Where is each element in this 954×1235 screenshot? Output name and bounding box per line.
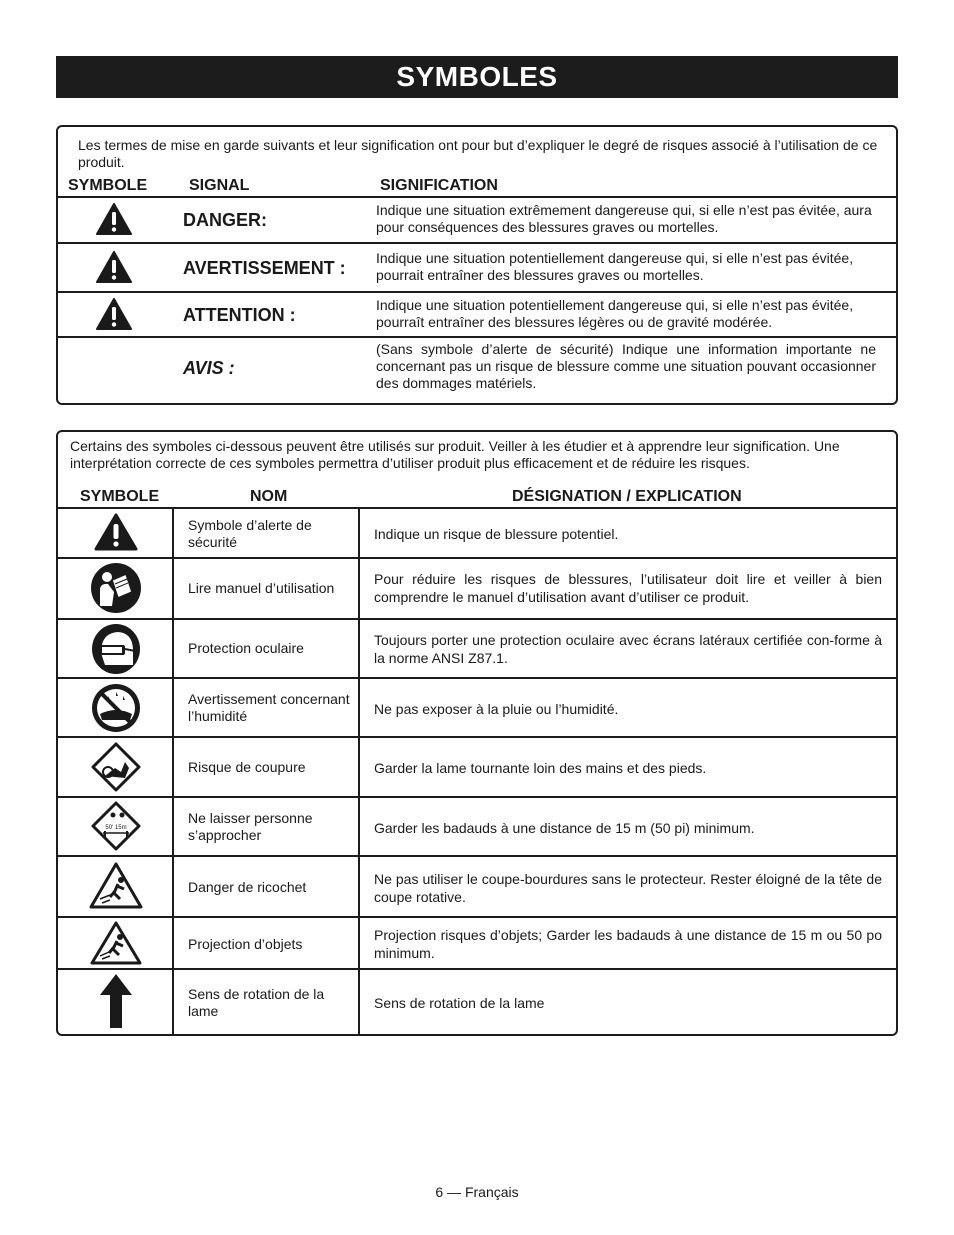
signal-danger: DANGER: bbox=[183, 210, 267, 230]
desc-ricochet: Ne pas utiliser le coupe-bourdures sans le protecteur. Rester éloigné de la tête de coupe rotative. bbox=[374, 871, 882, 905]
desc-eye-protection: Toujours porter une protection oculaire avec écrans latéraux certifiée con-forme à la norme ANSI Z87.1. bbox=[374, 632, 882, 666]
safety-alert-icon bbox=[88, 507, 144, 557]
ricochet-hazard-icon bbox=[88, 858, 144, 914]
danger-alert-icon bbox=[96, 203, 132, 235]
name-safety-alert: Symbole d’alerte de sécurité bbox=[188, 517, 312, 550]
header-signification: SIGNIFICATION bbox=[380, 177, 498, 194]
symbols-intro: Certains des symboles ci-dessous peuvent être utilisés sur produit. Veiller à les étudier et à apprendre leur signification. Une interprétation correcte de ces symboles permettra d’utiliser produit plus efficacement et de réduire les risques. bbox=[70, 438, 840, 471]
header-nom: NOM bbox=[250, 488, 288, 505]
keep-away-icon bbox=[88, 798, 144, 854]
warning-alert-icon bbox=[96, 251, 132, 283]
header-symbole: SYMBOLE bbox=[68, 177, 148, 194]
name-eye-protection: Protection oculaire bbox=[188, 640, 304, 656]
desc-wet-conditions: Ne pas exposer à la pluie ou l’humidité. bbox=[374, 701, 619, 717]
read-manual-icon bbox=[88, 560, 144, 616]
signal-avertissement: AVERTISSEMENT : bbox=[183, 258, 346, 278]
caution-alert-icon bbox=[96, 298, 132, 330]
desc-keep-away: Garder les badauds à une distance de 15 m (50 pi) minimum. bbox=[374, 820, 755, 836]
name-cut-hazard: Risque de coupure bbox=[188, 759, 306, 775]
signal-attention: ATTENTION : bbox=[183, 305, 296, 325]
rotation-arrow-icon bbox=[88, 973, 144, 1029]
signal-avis: AVIS : bbox=[183, 358, 235, 378]
name-keep-away: Ne laisser personne s’approcher bbox=[188, 810, 313, 843]
desc-safety-alert: Indique un risque de blessure potentiel. bbox=[374, 526, 619, 542]
meaning-attention: Indique une situation potentiellement dangereuse qui, si elle n’est pas évitée, pourraît entraîner des blessures légères ou de gravité modérée. bbox=[376, 297, 854, 330]
meaning-avertissement: Indique une situation potentiellement dangereuse qui, si elle n’est pas évitée, pourrait entraîner des blessures graves ou mortelles. bbox=[376, 250, 854, 283]
header-designation: DÉSIGNATION / EXPLICATION bbox=[512, 488, 742, 505]
signal-words-box bbox=[56, 125, 898, 405]
eye-protection-icon bbox=[88, 621, 144, 677]
thrown-objects-icon bbox=[88, 917, 144, 969]
symbols-box bbox=[56, 430, 898, 1036]
desc-rotation: Sens de rotation de la lame bbox=[374, 995, 545, 1011]
name-thrown-objects: Projection d’objets bbox=[188, 936, 303, 952]
meaning-danger: Indique une situation extrêmement dangereuse qui, si elle n’est pas évitée, aura pour conséquences des blessures graves ou mortelles. bbox=[376, 202, 872, 235]
page-title: SYMBOLES bbox=[56, 56, 898, 98]
name-read-manual: Lire manuel d’utilisation bbox=[188, 580, 335, 596]
meaning-avis: (Sans symbole d’alerte de sécurité) Indique une information importante ne concernant pas un risque de blessure comme une situation pouvant occasionner des dommages matériels. bbox=[376, 341, 876, 391]
page-footer bbox=[0, 1184, 954, 1200]
name-ricochet: Danger de ricochet bbox=[188, 879, 307, 895]
wet-conditions-icon bbox=[88, 680, 144, 736]
name-wet-conditions: Avertissement concernant l’humidité bbox=[188, 691, 350, 724]
desc-read-manual: Pour réduire les risques de blessures, l’utilisateur doit lire et veiller à bien comprendre le manuel d’utilisation avant d’utiliser ce produit. bbox=[374, 571, 882, 605]
desc-cut-hazard: Garder la lame tournante loin des mains et des pieds. bbox=[374, 760, 707, 776]
header-signal: SIGNAL bbox=[189, 177, 250, 194]
header-symbole-2: SYMBOLE bbox=[80, 488, 160, 505]
signal-intro: Les termes de mise en garde suivants et leur signification ont pour but d’expliquer le degré de risques associé à l’utilisation de ce produit. bbox=[78, 137, 878, 170]
desc-thrown-objects: Projection risques d’objets; Garder les badauds à une distance de 15 m ou 50 po minimum. bbox=[374, 927, 882, 961]
page-number: 6 — Français bbox=[435, 1184, 519, 1200]
name-rotation: Sens de rotation de la lame bbox=[188, 986, 325, 1019]
svg-text:50' 15m: 50' 15m bbox=[105, 825, 127, 831]
cut-hazard-icon bbox=[88, 739, 144, 795]
